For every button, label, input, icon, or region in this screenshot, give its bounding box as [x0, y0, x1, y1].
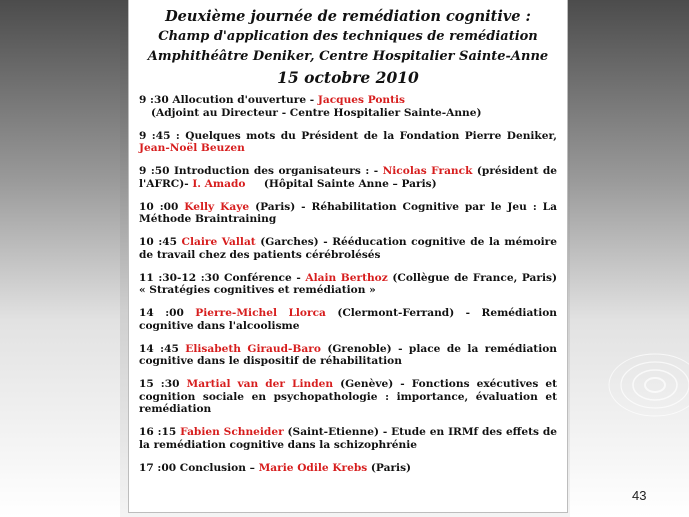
speaker-name: Jacques Pontis [317, 94, 406, 106]
speaker-name: I. Amado [192, 177, 246, 190]
program-item: 17 :00 Conclusion – Marie Odile Krebs (Paris) [139, 461, 412, 474]
slide-background-left [0, 0, 120, 517]
program-item: 15 :30 Martial van der Linden (Genève) - Fonctions exécutives et cognition sociale en psychopathologie : importance, évaluation et remédiation [139, 378, 557, 415]
program-item: 9 :30 Allocution d'ouverture - Jacques Pontis (Adjoint au Directeur - Centre Hospitalier Sainte-Anne) [139, 94, 557, 119]
document-subtitle: Champ d'application des techniques de remédiation [158, 29, 538, 44]
speaker-name: Claire Vallat [181, 236, 256, 248]
program-document [128, 0, 568, 513]
speaker-name: Pierre-Michel Llorca [195, 307, 326, 319]
swirl-decoration-icon [600, 330, 689, 440]
speaker-name: Marie Odile Krebs [258, 461, 368, 474]
program-item: 11 :30-12 :30 Conférence - Alain Berthoz (Collègue de France, Paris) « Stratégies cognitives et remédiation » [139, 271, 557, 296]
program-item-note: (Adjoint au Directeur - Centre Hospitalier Sainte-Anne) [151, 106, 482, 119]
speaker-name: Nicolas Franck [382, 165, 473, 177]
speaker-name: Martial van der Linden [186, 378, 334, 390]
document-venue: Amphithéâtre Deniker, Centre Hospitalier Sainte-Anne [147, 49, 549, 64]
speaker-name: Jean-Noël Beuzen [139, 142, 245, 154]
speaker-name: Kelly Kaye [184, 200, 250, 213]
program-item: 10 :00 Kelly Kaye (Paris) - Réhabilitation Cognitive par le Jeu : La Méthode Braintraining [139, 200, 557, 225]
document-date: 15 octobre 2010 [277, 68, 419, 87]
program-item: 14 :45 Elisabeth Giraud-Baro (Grenoble) - place de la remédiation cognitive dans le dispositif de réhabilitation [139, 342, 557, 367]
speaker-name: Fabien Schneider [180, 426, 284, 438]
speaker-name: Elisabeth Giraud-Baro [185, 342, 321, 355]
program-item: 10 :45 Claire Vallat (Garches) - Rééducation cognitive de la mémoire de travail chez des patients cérébrolésés [139, 236, 557, 261]
speaker-name: Alain Berthoz [305, 271, 388, 284]
program-item: 9 :45 : Quelques mots du Président de la Fondation Pierre Deniker, Jean-Noël Beuzen [139, 129, 557, 154]
slide-page-number: 43 [632, 488, 647, 503]
document-title: Deuxième journée de remédiation cognitive : [165, 8, 531, 25]
program-item: 14 :00 Pierre-Michel Llorca (Clermont-Ferrand) - Remédiation cognitive dans l'alcoolisme [139, 307, 557, 332]
program-list [139, 94, 557, 474]
program-item: 9 :50 Introduction des organisateurs : - Nicolas Franck (président de l'AFRC)- I. Amado (Hôpital Sainte Anne – Paris) [139, 165, 557, 190]
program-item: 16 :15 Fabien Schneider (Saint-Etienne) - Etude en IRMf des effets de la remédiation cognitive dans la schizophrénie [139, 426, 557, 451]
